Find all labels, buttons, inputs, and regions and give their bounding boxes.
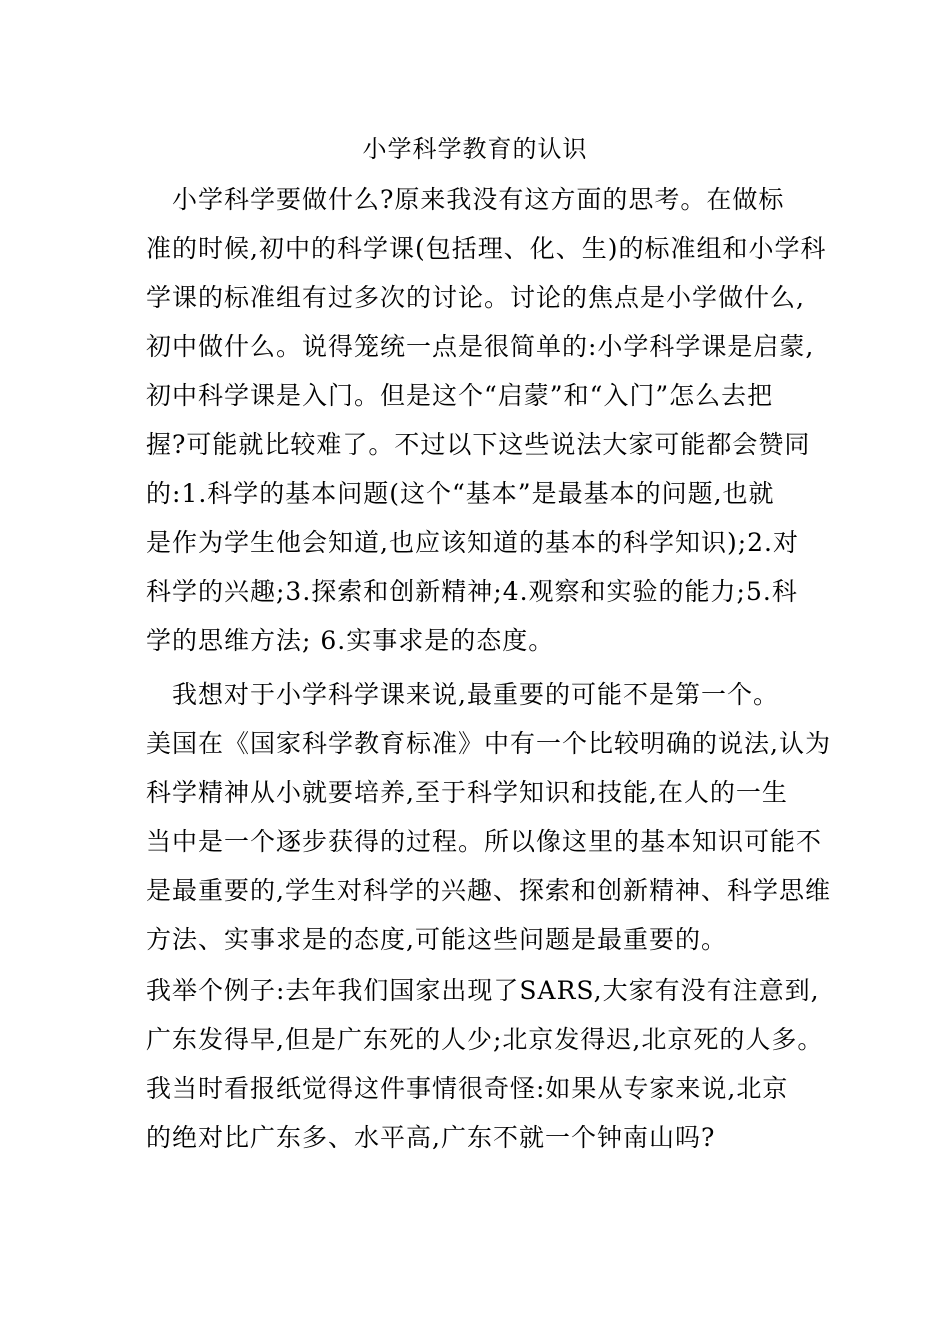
text-line: 我当时看报纸觉得这件事情很奇怪:如果从专家来说,北京 (146, 1074, 789, 1103)
text-line: 的:1.科学的基本问题(这个“基本”是最基本的问题,也就 (146, 479, 775, 508)
text-line: 是作为学生他会知道,也应该知道的基本的科学知识);2.对 (146, 528, 799, 557)
text-line: 是最重要的,学生对科学的兴趣、探索和创新精神、科学思维 (146, 876, 831, 905)
text-line: 方法、实事求是的态度,可能这些问题是最重要的。 (146, 925, 727, 954)
document-title: 小学科学教育的认识 (362, 135, 588, 163)
text-line: 科学的兴趣;3.探索和创新精神;4.观察和实验的能力;5.科 (146, 577, 798, 606)
text-line: 学课的标准组有过多次的讨论。讨论的焦点是小学做什么, (146, 283, 805, 312)
text-line: 小学科学要做什么?原来我没有这方面的思考。在做标 (146, 185, 785, 214)
text-line: 初中科学课是入门。但是这个“启蒙”和“入门”怎么去把 (146, 381, 774, 410)
text-line: 我想对于小学科学课来说,最重要的可能不是第一个。 (146, 680, 779, 709)
text-line: 握?可能就比较难了。不过以下这些说法大家可能都会赞同 (146, 430, 811, 459)
text-line: 准的时候,初中的科学课(包括理、化、生)的标准组和小学科 (146, 234, 827, 263)
text-line: 当中是一个逐步获得的过程。所以像这里的基本知识可能不 (146, 827, 823, 856)
text-line: 科学精神从小就要培养,至于科学知识和技能,在人的一生 (146, 778, 788, 807)
text-line: 学的思维方法; 6.实事求是的态度。 (146, 626, 555, 655)
text-line: 初中做什么。说得笼统一点是很简单的:小学科学课是启蒙, (146, 332, 815, 361)
text-line: 的绝对比广东多、水平高,广东不就一个钟南山吗? (146, 1123, 716, 1152)
text-line: 广东发得早,但是广东死的人少;北京发得迟,北京死的人多。 (146, 1025, 824, 1054)
text-line: 美国在《国家科学教育标准》中有一个比较明确的说法,认为 (146, 729, 831, 758)
text-line: 我举个例子:去年我们国家出现了SARS,大家有没有注意到, (146, 976, 820, 1005)
